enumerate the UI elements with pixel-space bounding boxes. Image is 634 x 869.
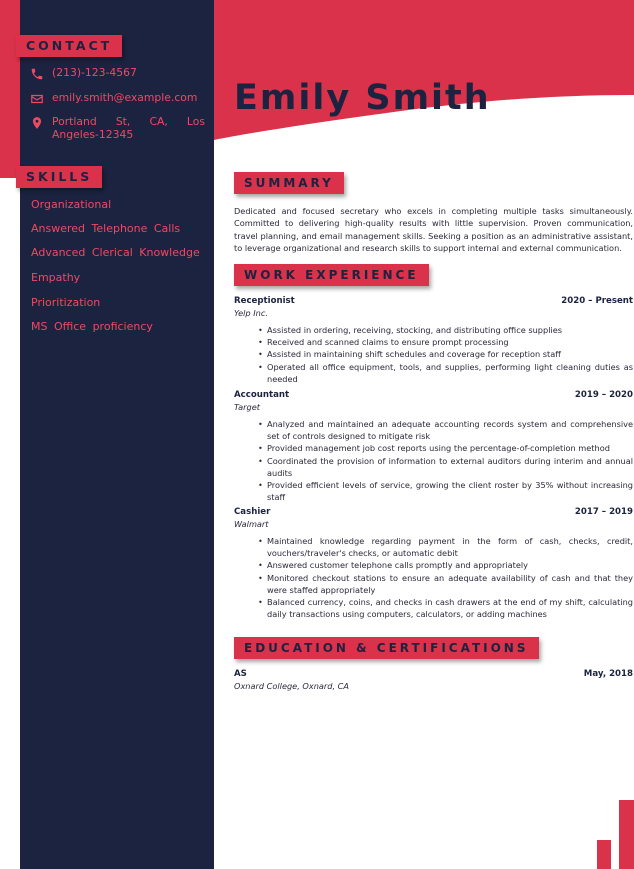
job-bullet: • Answered customer telephone calls promptly and appropriately [267, 559, 633, 571]
contact-address [30, 115, 205, 141]
left-accent-strip [0, 0, 20, 178]
job-bullet: • Received and scanned claims to ensure prompt processing [267, 336, 633, 348]
skill-item: Organizational [31, 198, 112, 211]
mail-icon [30, 92, 44, 106]
job-employer: Target [234, 402, 260, 412]
job-bullet: • Assisted in maintaining shift schedules and coverage for reception staff [267, 348, 633, 360]
job-bullet: • Provided efficient levels of service, growing the client roster by 35% without increasing staff [267, 479, 633, 503]
job-dates: 2020 – Present [561, 296, 633, 306]
email-text: emily.smith@example.com [52, 91, 198, 104]
education-heading: EDUCATION & CERTIFICATIONS [234, 637, 539, 659]
degree: AS [234, 669, 247, 679]
job-entry [234, 296, 633, 385]
skill-item: MS Office proficiency [31, 320, 153, 333]
job-entry [234, 390, 633, 503]
work-experience-heading: WORK EXPERIENCE [234, 264, 429, 286]
location-pin-icon [30, 116, 44, 130]
skill-item: Advanced Clerical Knowledge [31, 246, 200, 259]
job-bullets [234, 418, 633, 503]
job-bullet: • Balanced currency, coins, and checks in cash drawers at the end of my shift, calculating daily transactions using computers, calculators, or adding machines [267, 596, 633, 620]
candidate-name: Emily Smith [234, 78, 491, 118]
school: Oxnard College, Oxnard, CA [234, 681, 349, 691]
address-text: Portland St, CA, Los Angeles-12345 [52, 115, 205, 141]
decorative-bar [597, 840, 611, 869]
job-bullet: • Operated all office equipment, tools, and supplies, performing light cleaning duties as needed [267, 361, 633, 385]
job-title: Receptionist [234, 296, 295, 306]
job-bullet: • Maintained knowledge regarding payment in the form of cash, checks, credit, vouchers/traveler's checks, or automatic debit [267, 535, 633, 559]
skill-item: Empathy [31, 271, 81, 284]
skill-item: Prioritization [31, 296, 101, 309]
job-employer: Walmart [234, 519, 269, 529]
phone-text: (213)-123-4567 [52, 66, 137, 79]
job-bullets [234, 535, 633, 620]
job-bullet: • Analyzed and maintained an adequate accounting records system and comprehensive set of controls designed to mitigate risk [267, 418, 633, 442]
job-employer: Yelp Inc. [234, 308, 268, 318]
summary-text: Dedicated and focused secretary who excels in completing multiple tasks simultaneously. Committed to delivering high-quality results with little supervision. Proven communication, travel planning, and email management skills. Seeking a position as an administrative assistant, to leverage organizational and research skills to support internal and external communication. [234, 206, 633, 253]
job-title: Accountant [234, 390, 290, 400]
job-bullet: • Assisted in ordering, receiving, stocking, and distributing office supplies [267, 324, 633, 336]
job-bullet: • Coordinated the provision of information to external auditors during interim and annual audits [267, 455, 633, 479]
contact-email [30, 91, 205, 106]
job-bullets [234, 324, 633, 385]
job-bullet: • Monitored checkout stations to ensure an adequate availability of cash and that they were staffed appropriately [267, 572, 633, 596]
education-date: May, 2018 [583, 669, 633, 679]
job-entry [234, 507, 633, 620]
job-bullet: • Provided management job cost reports using the percentage-of-completion method [267, 442, 633, 454]
skill-item: Answered Telephone Calls [31, 222, 181, 235]
summary-heading: SUMMARY [234, 172, 344, 194]
contact-heading: CONTACT [16, 35, 122, 57]
education-entry [234, 669, 633, 691]
job-title: Cashier [234, 507, 271, 517]
skills-heading: SKILLS [16, 166, 102, 188]
job-dates: 2019 – 2020 [574, 390, 633, 400]
contact-phone [30, 66, 205, 81]
phone-icon [30, 67, 44, 81]
header-wave-shape [214, 0, 634, 140]
job-dates: 2017 – 2019 [574, 507, 633, 517]
decorative-bar [619, 800, 634, 869]
